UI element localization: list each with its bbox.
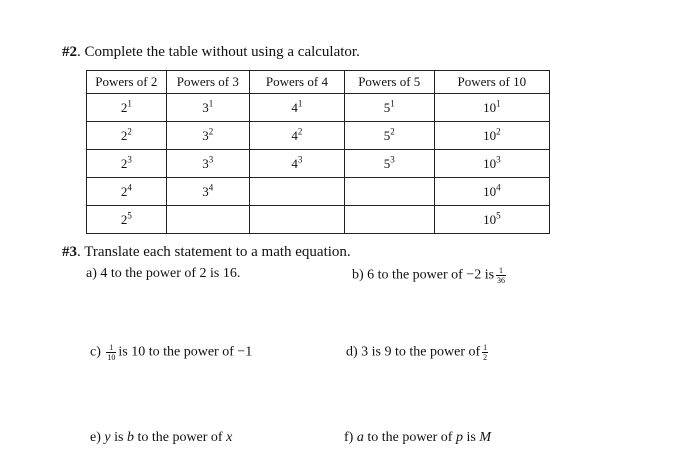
power-exponent: 2 bbox=[208, 126, 214, 137]
variable-p: p bbox=[455, 430, 463, 445]
statement-f bbox=[344, 430, 491, 446]
cell-powers-of-4 bbox=[249, 94, 344, 122]
statement-a-label: a) bbox=[86, 266, 97, 281]
cell-powers-of-2 bbox=[87, 94, 167, 122]
power-base: 3 bbox=[202, 99, 209, 115]
table-row bbox=[87, 150, 550, 178]
cell-powers-of-3 bbox=[166, 178, 249, 206]
table-row bbox=[87, 206, 550, 234]
statement-e-text-1: is bbox=[110, 430, 127, 445]
statement-b bbox=[352, 266, 508, 285]
table-row bbox=[87, 94, 550, 122]
cell-powers-of-2 bbox=[87, 150, 167, 178]
power-exponent: 5 bbox=[127, 210, 132, 221]
question-2-text: . Complete the table without using a calculator. bbox=[77, 44, 360, 60]
statement-e bbox=[90, 430, 232, 446]
statement-f-text-1: to the power of bbox=[363, 430, 456, 445]
power-exponent: 3 bbox=[297, 154, 303, 165]
statement-e-label: e) bbox=[90, 430, 101, 445]
cell-powers-of-2 bbox=[87, 206, 167, 234]
power-exponent: 3 bbox=[390, 154, 395, 165]
variable-a: a bbox=[356, 430, 364, 445]
cell-powers-of-3 bbox=[166, 94, 249, 122]
table-row bbox=[87, 178, 550, 206]
variable-m: M bbox=[479, 430, 491, 445]
variable-y: y bbox=[104, 430, 111, 445]
power-exponent: 4 bbox=[496, 182, 501, 193]
statement-c-fraction bbox=[106, 343, 116, 362]
power-base: 2 bbox=[120, 155, 128, 171]
fraction-numerator: 1 bbox=[496, 266, 506, 276]
power-exponent: 4 bbox=[127, 182, 132, 193]
question-3-number: #3 bbox=[62, 244, 77, 260]
cell-powers-of-4 bbox=[249, 150, 344, 178]
cell-powers-of-5 bbox=[344, 150, 434, 178]
header-powers-of-2: Powers of 2 bbox=[87, 71, 167, 94]
power-base: 10 bbox=[483, 155, 497, 171]
cell-powers-of-5 bbox=[344, 178, 434, 206]
cell-powers-of-2 bbox=[87, 122, 167, 150]
cell-powers-of-5 bbox=[344, 122, 434, 150]
fraction-denominator: 10 bbox=[107, 353, 116, 362]
statement-c bbox=[90, 343, 252, 362]
cell-powers-of-4 bbox=[249, 122, 344, 150]
statement-f-text-2: is bbox=[462, 430, 480, 445]
power-exponent: 1 bbox=[297, 98, 303, 109]
power-base: 10 bbox=[483, 183, 497, 199]
statement-a-text: 4 to the power of 2 is 16. bbox=[100, 266, 241, 281]
statement-c-text: is 10 to the power of −1 bbox=[118, 344, 253, 360]
power-base: 2 bbox=[120, 211, 128, 227]
power-base: 4 bbox=[291, 155, 298, 171]
statement-d-text: 3 is 9 to the power of bbox=[361, 344, 481, 360]
power-base: 4 bbox=[291, 127, 298, 143]
header-powers-of-10: Powers of 10 bbox=[434, 71, 549, 94]
cell-powers-of-3 bbox=[166, 150, 249, 178]
variable-x: x bbox=[226, 430, 233, 445]
statement-f-label: f) bbox=[344, 430, 354, 445]
power-exponent: 3 bbox=[208, 154, 214, 165]
cell-powers-of-10 bbox=[434, 94, 549, 122]
power-exponent: 3 bbox=[127, 154, 132, 165]
statement-c-label: c) bbox=[90, 344, 101, 360]
power-base: 2 bbox=[120, 127, 128, 143]
statement-d-fraction bbox=[482, 343, 488, 362]
fraction-denominator: 36 bbox=[497, 276, 506, 285]
cell-powers-of-5 bbox=[344, 94, 434, 122]
power-exponent: 2 bbox=[127, 126, 132, 137]
cell-powers-of-3 bbox=[166, 122, 249, 150]
statement-d bbox=[346, 343, 490, 362]
power-base: 10 bbox=[483, 99, 497, 115]
power-exponent: 3 bbox=[496, 154, 501, 165]
power-exponent: 1 bbox=[127, 98, 132, 109]
power-exponent: 2 bbox=[390, 126, 395, 137]
question-3-text: . Translate each statement to a math equation. bbox=[77, 244, 351, 260]
statement-b-text: 6 to the power of −2 is bbox=[367, 267, 495, 283]
question-2-number: #2 bbox=[62, 44, 77, 60]
power-exponent: 5 bbox=[496, 210, 501, 221]
header-powers-of-5: Powers of 5 bbox=[344, 71, 434, 94]
power-base: 10 bbox=[483, 211, 497, 227]
header-powers-of-3: Powers of 3 bbox=[166, 71, 249, 94]
table-row bbox=[87, 122, 550, 150]
statement-b-label: b) bbox=[352, 267, 364, 283]
power-base: 10 bbox=[483, 127, 497, 143]
power-exponent: 1 bbox=[390, 98, 395, 109]
question-3-title bbox=[62, 244, 351, 261]
table-header-row bbox=[87, 71, 550, 94]
power-base: 3 bbox=[202, 183, 209, 199]
cell-powers-of-2 bbox=[87, 178, 167, 206]
header-powers-of-4: Powers of 4 bbox=[249, 71, 344, 94]
fraction-numerator: 1 bbox=[483, 343, 488, 352]
statement-e-text-2: to the power of bbox=[133, 430, 227, 445]
power-base: 5 bbox=[383, 127, 391, 143]
question-2-title bbox=[62, 44, 360, 61]
power-base: 2 bbox=[120, 183, 128, 199]
statement-a bbox=[86, 266, 240, 282]
statement-b-fraction bbox=[496, 266, 506, 285]
cell-powers-of-3 bbox=[166, 206, 249, 234]
cell-powers-of-10 bbox=[434, 206, 549, 234]
statement-d-label: d) bbox=[346, 344, 358, 360]
power-base: 2 bbox=[120, 99, 128, 115]
powers-table bbox=[86, 70, 550, 234]
power-base: 5 bbox=[383, 99, 391, 115]
cell-powers-of-5 bbox=[344, 206, 434, 234]
power-exponent: 4 bbox=[208, 182, 214, 193]
power-base: 3 bbox=[202, 127, 209, 143]
power-exponent: 1 bbox=[208, 98, 214, 109]
cell-powers-of-10 bbox=[434, 178, 549, 206]
power-exponent: 1 bbox=[496, 98, 501, 109]
power-base: 5 bbox=[383, 155, 391, 171]
fraction-numerator: 1 bbox=[106, 343, 116, 353]
power-exponent: 2 bbox=[297, 126, 303, 137]
power-exponent: 2 bbox=[496, 126, 501, 137]
power-base: 4 bbox=[291, 99, 298, 115]
cell-powers-of-10 bbox=[434, 150, 549, 178]
cell-powers-of-4 bbox=[249, 178, 344, 206]
cell-powers-of-10 bbox=[434, 122, 549, 150]
power-base: 3 bbox=[202, 155, 209, 171]
fraction-denominator: 2 bbox=[483, 353, 488, 362]
variable-b: b bbox=[126, 430, 134, 445]
cell-powers-of-4 bbox=[249, 206, 344, 234]
